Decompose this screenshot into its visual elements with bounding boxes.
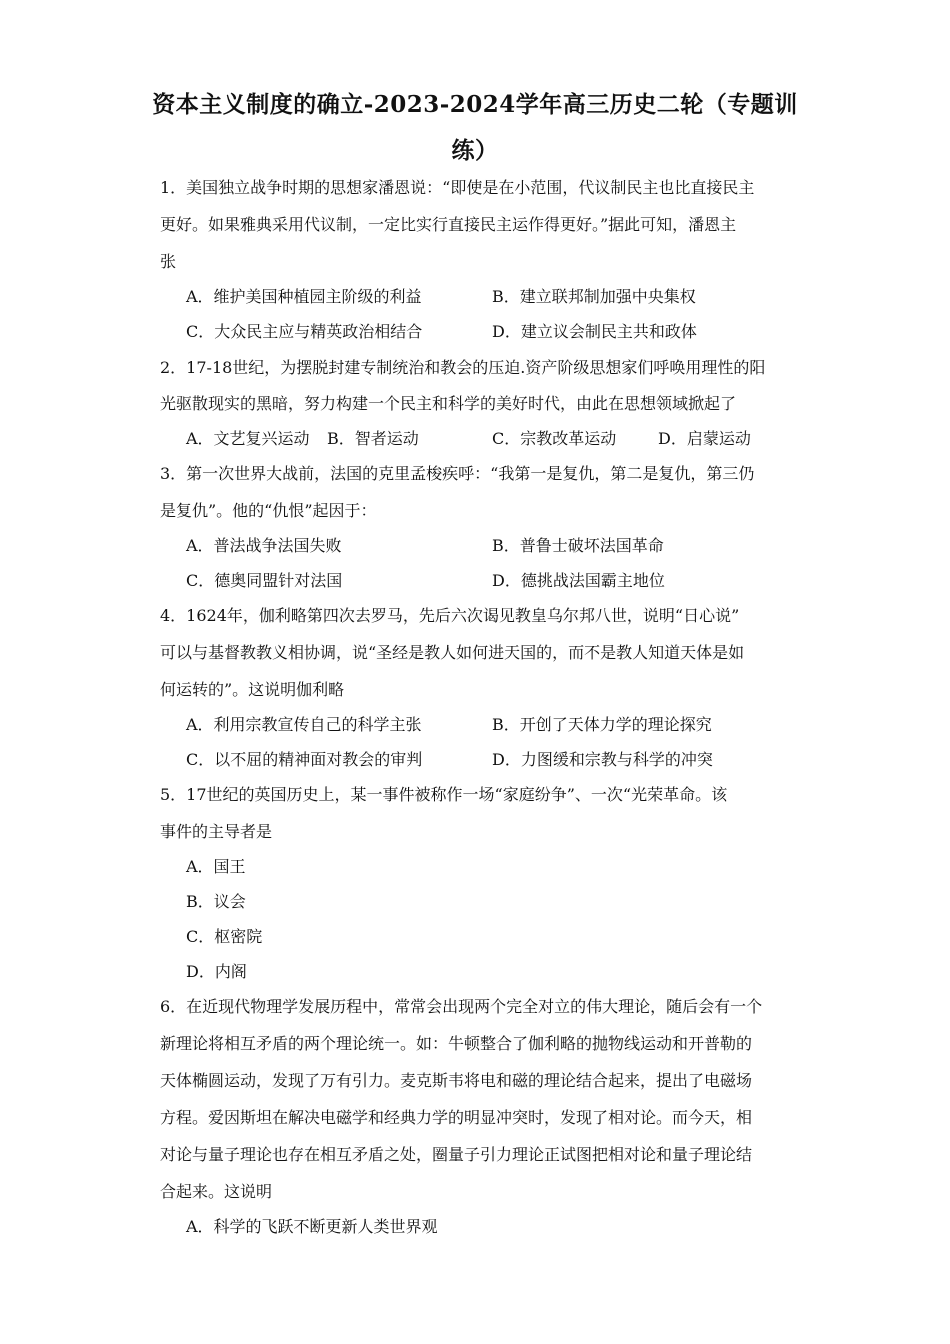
question-1-option-d[interactable]: D．建立议会制民主共和政体 <box>492 322 697 341</box>
question-1-stem-line-1: 1．美国独立战争时期的思想家潘恩说：“即使是在小范围，代议制民主也比直接民主 <box>160 178 755 197</box>
question-1-option-a[interactable]: A．维护美国种植园主阶级的利益 <box>186 287 422 306</box>
question-6-stem-line-1: 6．在近现代物理学发展历程中，常常会出现两个完全对立的伟大理论，随后会有一个 <box>160 997 763 1016</box>
question-5-stem-line-1: 5．17世纪的英国历史上，某一事件被称作一场“家庭纷争”、一次“光荣革命。该 <box>160 785 728 804</box>
question-3-stem-line-1: 3．第一次世界大战前，法国的克里孟梭疾呼：“我第一是复仇，第二是复仇，第三仍 <box>160 464 755 483</box>
question-4-option-d[interactable]: D．力图缓和宗教与科学的冲突 <box>492 750 713 769</box>
question-6-stem-line-6: 合起来。这说明 <box>160 1182 273 1201</box>
question-2-option-d[interactable]: D．启蒙运动 <box>658 429 751 448</box>
question-1-stem-line-3: 张 <box>160 252 177 271</box>
question-4-option-c[interactable]: C．以不屈的精神面对教会的审判 <box>186 750 423 769</box>
question-4-stem-line-1: 4．1624年，伽利略第四次去罗马，先后六次谒见教皇乌尔邦八世，说明“日心说” <box>160 606 740 625</box>
question-2-option-c[interactable]: C．宗教改革运动 <box>492 429 617 448</box>
question-6-stem-line-2: 新理论将相互矛盾的两个理论统一。如：牛顿整合了伽利略的抛物线运动和开普勒的 <box>160 1034 753 1053</box>
question-1-stem-line-2: 更好。如果雅典采用代议制，一定比实行直接民主运作得更好。”据此可知，潘恩主 <box>160 215 737 234</box>
question-6-option-a[interactable]: A．科学的飞跃不断更新人类世界观 <box>186 1217 438 1236</box>
title-line-2: 练） <box>451 137 499 164</box>
question-5-option-b[interactable]: B．议会 <box>186 892 246 911</box>
question-5-stem-line-2: 事件的主导者是 <box>160 822 273 841</box>
question-2-option-b[interactable]: B．智者运动 <box>327 429 419 448</box>
question-3-stem-line-2: 是复仇”。他的“仇恨”起因于： <box>160 501 377 520</box>
title-line-1: 资本主义制度的确立-2023-2024学年高三历史二轮（专题训 <box>152 91 798 118</box>
question-2-stem-line-1: 2．17-18世纪，为摆脱封建专制统治和教会的压迫.资产阶级思想家们呼唤用理性的阳 <box>160 358 766 377</box>
document-title <box>150 82 800 174</box>
question-6-stem-line-3: 天体椭圆运动，发现了万有引力。麦克斯韦将电和磁的理论结合起来，提出了电磁场 <box>160 1071 753 1090</box>
question-4-stem-line-2: 可以与基督教教义相协调，说“圣经是教人如何进天国的，而不是教人知道天体是如 <box>160 643 745 662</box>
question-3-option-d[interactable]: D．德挑战法国霸主地位 <box>492 571 665 590</box>
question-1-option-b[interactable]: B．建立联邦制加强中央集权 <box>492 287 696 306</box>
question-6-stem-line-5: 对论与量子理论也存在相互矛盾之处，圈量子引力理论正试图把相对论和量子理论结 <box>160 1145 753 1164</box>
question-2-stem-line-2: 光驱散现实的黑暗，努力构建一个民主和科学的美好时代，由此在思想领域掀起了 <box>160 394 737 413</box>
question-2-option-a[interactable]: A．文艺复兴运动 <box>186 429 310 448</box>
question-6-stem-line-4: 方程。爱因斯坦在解决电磁学和经典力学的明显冲突时，发现了相对论。而今天，相 <box>160 1108 753 1127</box>
question-3-option-c[interactable]: C．德奥同盟针对法国 <box>186 571 343 590</box>
question-5-option-a[interactable]: A．国王 <box>186 857 246 876</box>
question-4-option-a[interactable]: A．利用宗教宣传自己的科学主张 <box>186 715 422 734</box>
question-4-stem-line-3: 何运转的”。这说明伽利略 <box>160 680 345 699</box>
question-3-option-a[interactable]: A．普法战争法国失败 <box>186 536 342 555</box>
question-5-option-c[interactable]: C．枢密院 <box>186 927 263 946</box>
question-1-option-c[interactable]: C．大众民主应与精英政治相结合 <box>186 322 423 341</box>
question-3-option-b[interactable]: B．普鲁士破坏法国革命 <box>492 536 664 555</box>
question-5-option-d[interactable]: D．内阁 <box>186 962 247 981</box>
question-4-option-b[interactable]: B．开创了天体力学的理论探究 <box>492 715 712 734</box>
